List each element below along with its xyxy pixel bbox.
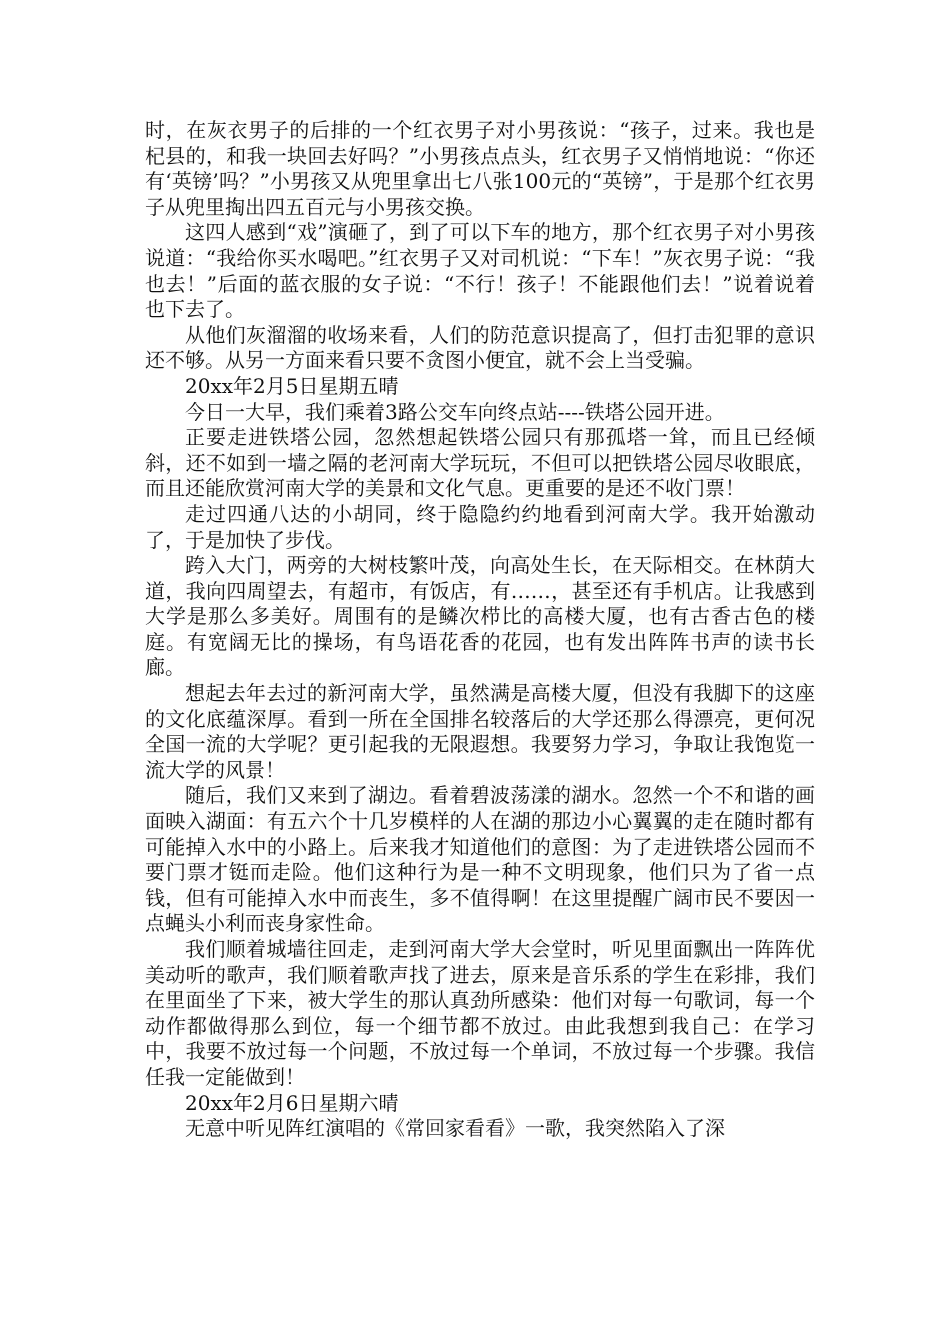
paragraph-song: 无意中听见阵红演唱的《常回家看看》一歌，我突然陷入了深 xyxy=(185,1116,725,1141)
paragraph-alley-walk: 走过四通八达的小胡同，终于隐隐约约地看到河南大学。我开始激动了，于是加快了步伐。 xyxy=(145,501,815,552)
paragraph-auditorium: 我们顺着城墙往回走，走到河南大学大会堂时，听见里面飘出一阵阵优美动听的歌声，我们顺着歌声找了进去，原来是音乐系的学生在彩排，我们在里面坐了下来，被大学生的那认真劲所感染：他们对每一句歌词，每一个动作都做得那么到位，每一个细节都不放过。由此我想到我自己：在学习中，我要不放过每一个问题，不放过每一个单词，不放过每一个步骤。我信任我一定能做到！ xyxy=(145,937,815,1089)
diary-date-heading: 20xx年2月6日星期六晴 xyxy=(185,1090,399,1115)
paragraph-lakeside: 随后，我们又来到了湖边。看着碧波荡漾的湖水。忽然一个不和谐的画面映入湖面：有五六个十几岁模样的人在湖的那边小心翼翼的走在随时都有可能掉入水中的小路上。后来我才知道他们的意图：为了走进铁塔公园而不要门票才铤而走险。他们这种行为是一种不文明现象，他们只为了省一点钱，但有可能掉入水中而丧生，多不值得啊！在这里提醒广阔市民不要因一点蝇头小利而丧身家性命。 xyxy=(145,783,815,936)
paragraph-campus-gate: 跨入大门，两旁的大树枝繁叶茂，向高处生长，在天际相交。在林荫大道，我向四周望去，有超市，有饭店，有……，甚至还有手机店。让我感到大学是那么多美好。周围有的是鳞次栉比的高楼大厦，也有古香古色的楼庭。有宽阔无比的操场，有鸟语花香的花园，也有发出阵阵书声的读书长廊。 xyxy=(145,553,815,680)
paragraph-tieta-park: 正要走进铁塔公园，忽然想起铁塔公园只有那孤塔一耸，而且已经倾斜，还不如到一墙之隔的老河南大学玩玩，不但可以把铁塔公园尽收眼底，而且还能欣赏河南大学的美景和文化气息。更重要的是还不收门票！ xyxy=(145,425,815,501)
document-page xyxy=(145,118,815,1142)
diary-date-heading: 20xx年2月5日星期五晴 xyxy=(185,373,399,398)
paragraph-morning-bus: 今日一大早，我们乘着3路公交车向终点站----铁塔公园开进。 xyxy=(185,399,725,424)
paragraph-scam-ends: 这四人感到“戏”演砸了，到了可以下车的地方，那个红衣男子对小男孩说道：“我给你买水喝吧。”红衣男子又对司机说：“下车！”灰衣男子说：“我也去！”后面的蓝衣服的女子说：“不行！孩子！不能跟他们去！”说着说着也下去了。 xyxy=(145,220,815,322)
paragraph-bus-scene-continued: 时，在灰衣男子的后排的一个红衣男子对小男孩说：“孩子，过来。我也是杞县的，和我一块回去好吗？”小男孩点点头，红衣男子又悄悄地说：“你还有‘英镑’吗？”小男孩又从兜里拿出七八张100元的“英镑”，于是那个红衣男子从兜里掏出四五百元与小男孩交换。 xyxy=(145,118,815,219)
paragraph-new-campus: 想起去年去过的新河南大学，虽然满是高楼大厦，但没有我脚下的这座的文化底蕴深厚。看到一所在全国排名较落后的大学还那么得漂亮，更何况全国一流的大学呢？更引起我的无限遐想。我要努力学习，争取让我饱览一流大学的风景！ xyxy=(145,681,815,782)
paragraph-reflection: 从他们灰溜溜的收场来看，人们的防范意识提高了，但打击犯罪的意识还不够。从另一方面来看只要不贪图小便宜，就不会上当受骗。 xyxy=(145,322,815,373)
